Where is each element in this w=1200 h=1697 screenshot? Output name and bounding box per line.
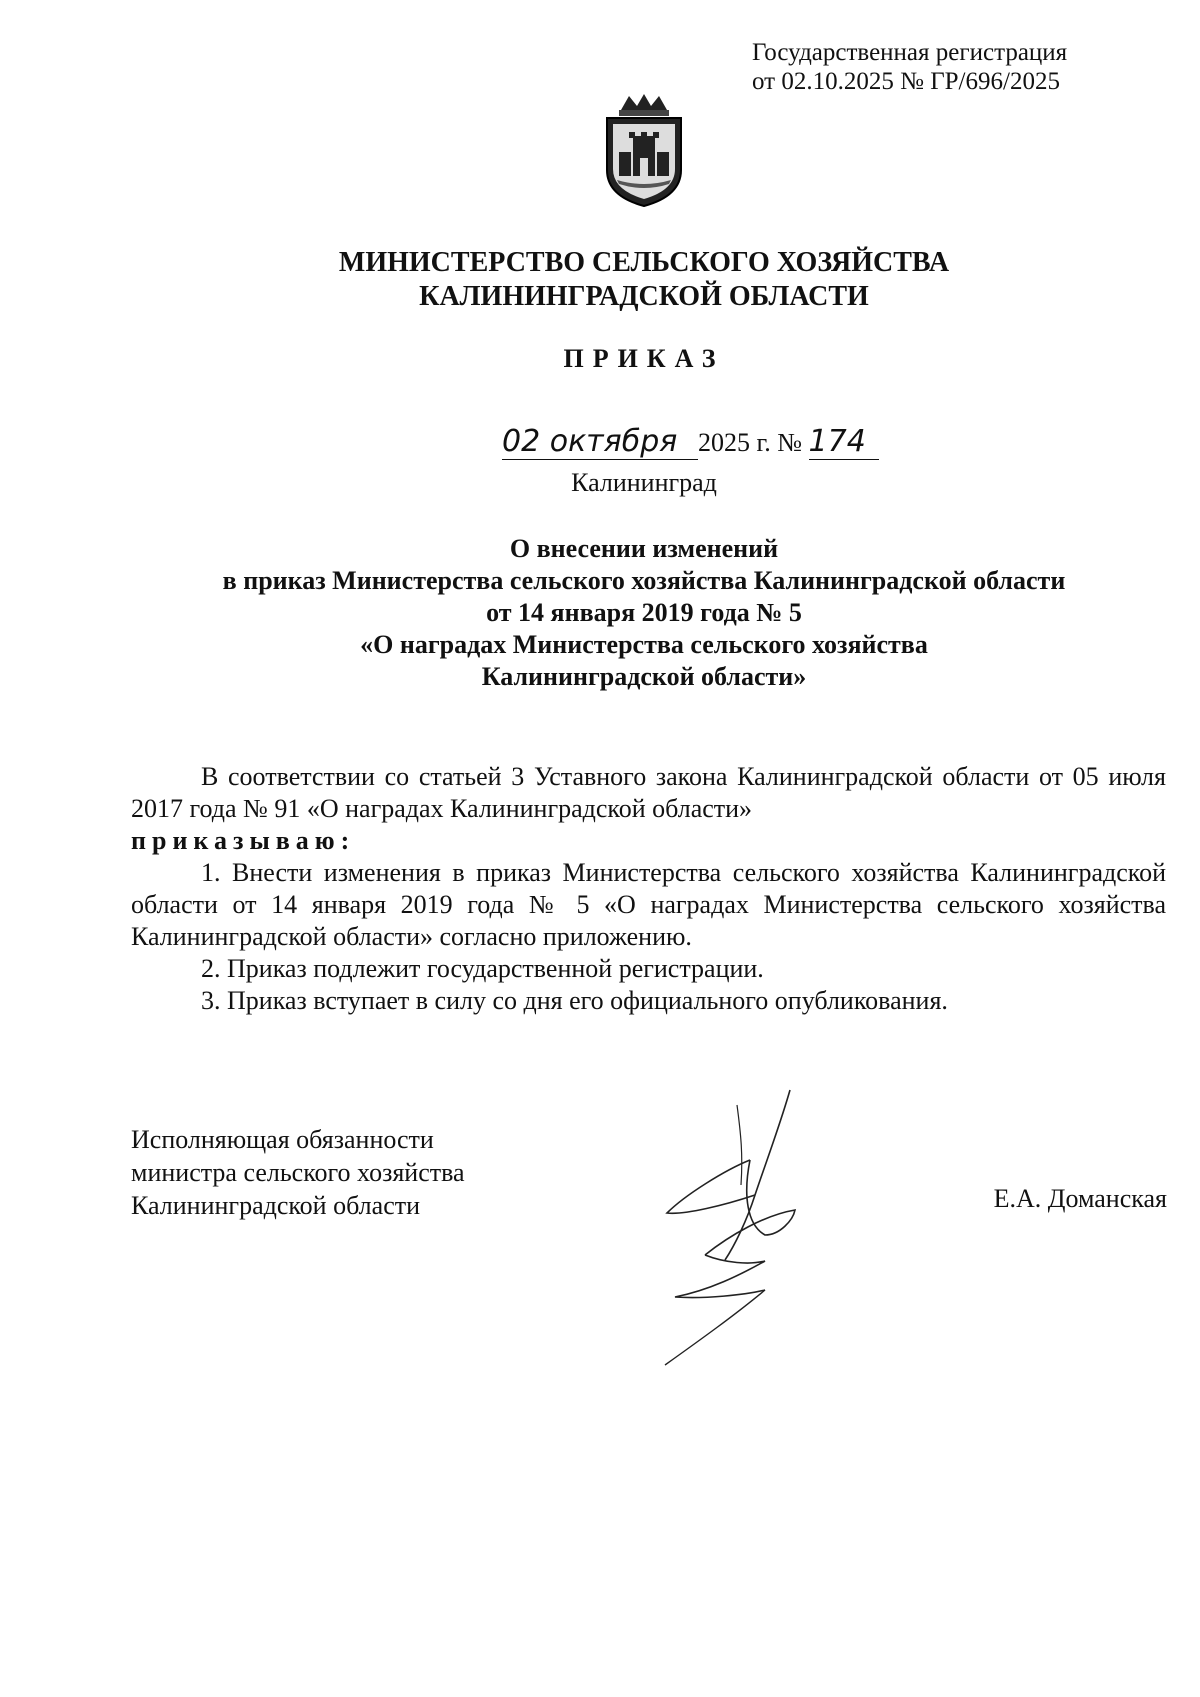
item-1: 1. Внести изменения в приказ Министерства сельского хозяйства Калининградской области от 14 января 2019 года № 5 «О наградах Министерства сельского хозяйства Калининградской области» согласно приложению. [131,858,1166,951]
city: Калининград [571,468,717,497]
order-body [131,761,1166,1017]
subject-line-2: в приказ Министерства сельского хозяйства Калининградской области [222,566,1066,595]
signatory-line-2: министра сельского хозяйства [131,1158,465,1187]
signatory-line-1: Исполняющая обязанности [131,1125,434,1154]
signatory-line-3: Калининградской области [131,1191,421,1220]
subject-line-3: от 14 января 2019 года № 5 [486,598,802,627]
signatory-name: Е.А. Доманская [993,1184,1167,1213]
document-type: ПРИКАЗ [563,344,725,373]
handwritten-date: 02 октября [502,424,698,460]
handwritten-number: 174 [809,424,879,460]
registration-stamp [752,38,1067,96]
order-subject [0,533,1200,693]
registration-line-1: Государственная регистрация [752,39,1068,66]
subject-line-4: «О наградах Министерства сельского хозяйства [360,630,928,659]
preamble: В соответствии со статьей 3 Уставного закона Калининградской области от 05 июля 2017 года № 91 «О наградах Калининградской области» [131,762,1166,823]
ministry-line-1: МИНИСТЕРСТВО СЕЛЬСКОГО ХОЗЯЙСТВА [338,247,950,278]
order-word-line [131,825,1166,857]
ministry-line-2: КАЛИНИНГРАДСКОЙ ОБЛАСТИ [419,281,869,312]
signatory-position [131,1123,465,1222]
order-date-line [502,424,879,460]
subject-line-5: Калининградской области» [481,662,807,691]
signature-icon [655,1085,805,1370]
item-2: 2. Приказ подлежит государственной регистрации. [201,954,764,983]
order-year: 2025 г. № [698,428,803,457]
item-3: 3. Приказ вступает в силу со дня его официального опубликования. [201,986,948,1015]
order-word: приказываю: [131,826,356,855]
coat-of-arms-icon [599,92,689,210]
subject-line-1: О внесении изменений [509,534,779,563]
registration-line-2: от 02.10.2025 № ГР/696/2025 [752,68,1060,95]
ministry-name [0,246,1200,314]
